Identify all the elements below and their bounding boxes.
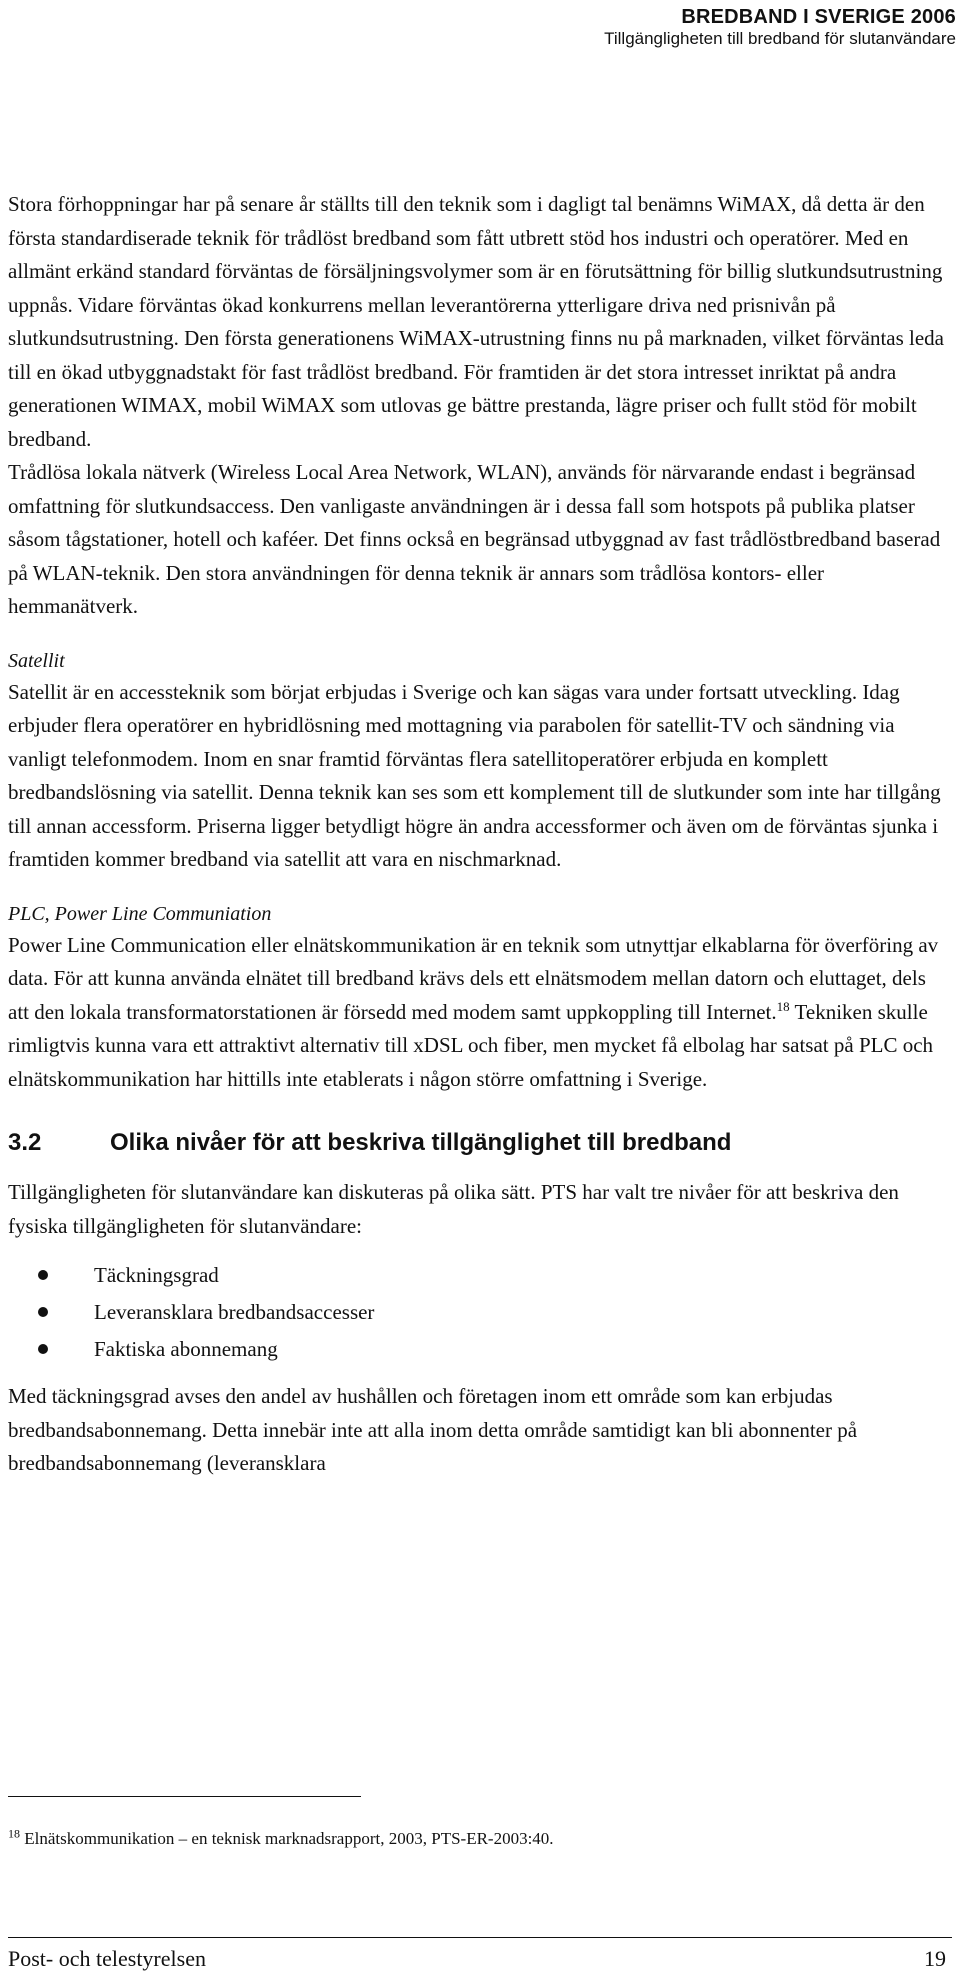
section-intro: Tillgängligheten för slutanvändare kan diskuteras på olika sätt. PTS har valt tre nivåer för att beskriva den fysiska tillgängligheten för slutanvändare:	[8, 1180, 899, 1238]
paragraph-wimax: Stora förhoppningar har på senare år ställts till den teknik som i dagligt tal benämns WiMAX, då detta är den första standardiserade teknik för trådlöst bredband som fått utbrett stöd hos industri och operatörer. Med en allmänt erkänd standard förväntas de försäljningsvolymer som är en förutsättning för billig slutkundsutrustning uppnås. Vidare förväntas ökad konkurrens mellan leverantörerna ytterligare driva ned prisnivån på slutkundsutrustning. Den första generationens WiMAX-utrustning finns nu på marknaden, vilket förväntas leda till en ökad utbyggnadstakt för fast trådlöst bredband. För framtiden är det stora intresset inriktat på andra generationen WIMAX, mobil WiMAX som utlovas ge bättre prestanda, lägre priser och fullt stöd för mobilt bredband.	[8, 192, 944, 451]
paragraph-plc-text: Power Line Communication eller elnätskommunikation är en teknik som utnyttjar elkablarna för överföring av data. För att kunna använda elnätet till bredband krävs dels ett elnätsmodem mellan datorn och eluttaget, dels att den lokala transformatorstationen är försedd med modem samt uppkoppling till Internet.	[8, 932, 939, 1024]
footnote	[8, 1828, 554, 1850]
subheading-plc: PLC, Power Line Communiation	[8, 902, 272, 925]
list-item: Täckningsgrad	[8, 1257, 952, 1294]
footnote-number: 18	[8, 1826, 20, 1841]
footer-publisher: Post- och telestyrelsen	[8, 1946, 206, 1971]
page-number: 19	[924, 1946, 946, 1971]
list-item: Faktiska abonnemang	[8, 1331, 952, 1368]
bullet-list	[8, 1257, 952, 1368]
paragraph-wlan: Trådlösa lokala nätverk (Wireless Local Area Network, WLAN), används för närvarande endast i begränsad omfattning för slutkundsaccess. Den vanligaste användningen är i dessa fall som hotspots på publika platser såsom tågstationer, hotell och kaféer. Det finns också en begränsad utbyggnad av fast trådlöstbredband baserad på WLAN-teknik. Den stora användningen för denna teknik är annars som trådlösa kontors- eller hemmanätverk.	[8, 460, 941, 618]
page-header	[604, 6, 956, 49]
paragraph-plc	[8, 929, 952, 1097]
footnote-ref[interactable]: 18	[776, 998, 790, 1014]
bullet-icon	[38, 1307, 48, 1317]
paragraph-plc-continued: Tekniken skulle rimligtvis kunna vara ett attraktivt alternativ till xDSL och fiber, men mycket få elbolag har satsat på PLC och elnätskommunikation har hittills inte etablerats i någon större omfattning i Sverige.	[8, 999, 934, 1091]
bullet-icon	[38, 1344, 48, 1354]
footnote-divider	[8, 1796, 361, 1797]
report-subtitle: Tillgängligheten till bredband för slutanvändare	[604, 29, 956, 48]
report-title: BREDBAND I SVERIGE 2006	[681, 6, 956, 28]
paragraph-closing: Med täckningsgrad avses den andel av hushållen och företagen inom ett område som kan erbjudas bredbandsabonnemang. Detta innebär inte att alla inom detta område samtidigt kan bli abonnenter på bredbandsabonnemang (leveransklara	[8, 1384, 858, 1475]
section-title: Olika nivåer för att beskriva tillgänglighet till bredband	[110, 1129, 732, 1156]
page-body	[8, 188, 952, 1481]
bullet-icon	[38, 1270, 48, 1280]
subheading-satellite: Satellit	[8, 649, 65, 672]
list-item: Leveransklara bredbandsaccesser	[8, 1294, 952, 1331]
section-number: 3.2	[8, 1129, 42, 1156]
section-heading	[8, 1126, 952, 1160]
footnote-text: Elnätskommunikation – en teknisk marknadsrapport, 2003, PTS-ER-2003:40.	[24, 1829, 554, 1848]
footer-divider	[8, 1937, 952, 1938]
paragraph-satellite: Satellit är en accessteknik som börjat erbjudas i Sverige och kan sägas vara under fortsatt utveckling. Idag erbjuder flera operatörer en hybridlösning med mottagning via parabolen för satellit-TV och sändning via vanligt telefonmodem. Inom en snar framtid förväntas flera satellitoperatörer erbjuda en komplett bredbandslösning via satellit. Denna teknik kan ses som ett komplement till de slutkunder som inte har tillgång till annan accessform. Priserna ligger betydligt högre än andra accessformer och även om de förväntas sjunka i framtiden kommer bredband via satellit att vara en nischmarknad.	[8, 679, 941, 871]
